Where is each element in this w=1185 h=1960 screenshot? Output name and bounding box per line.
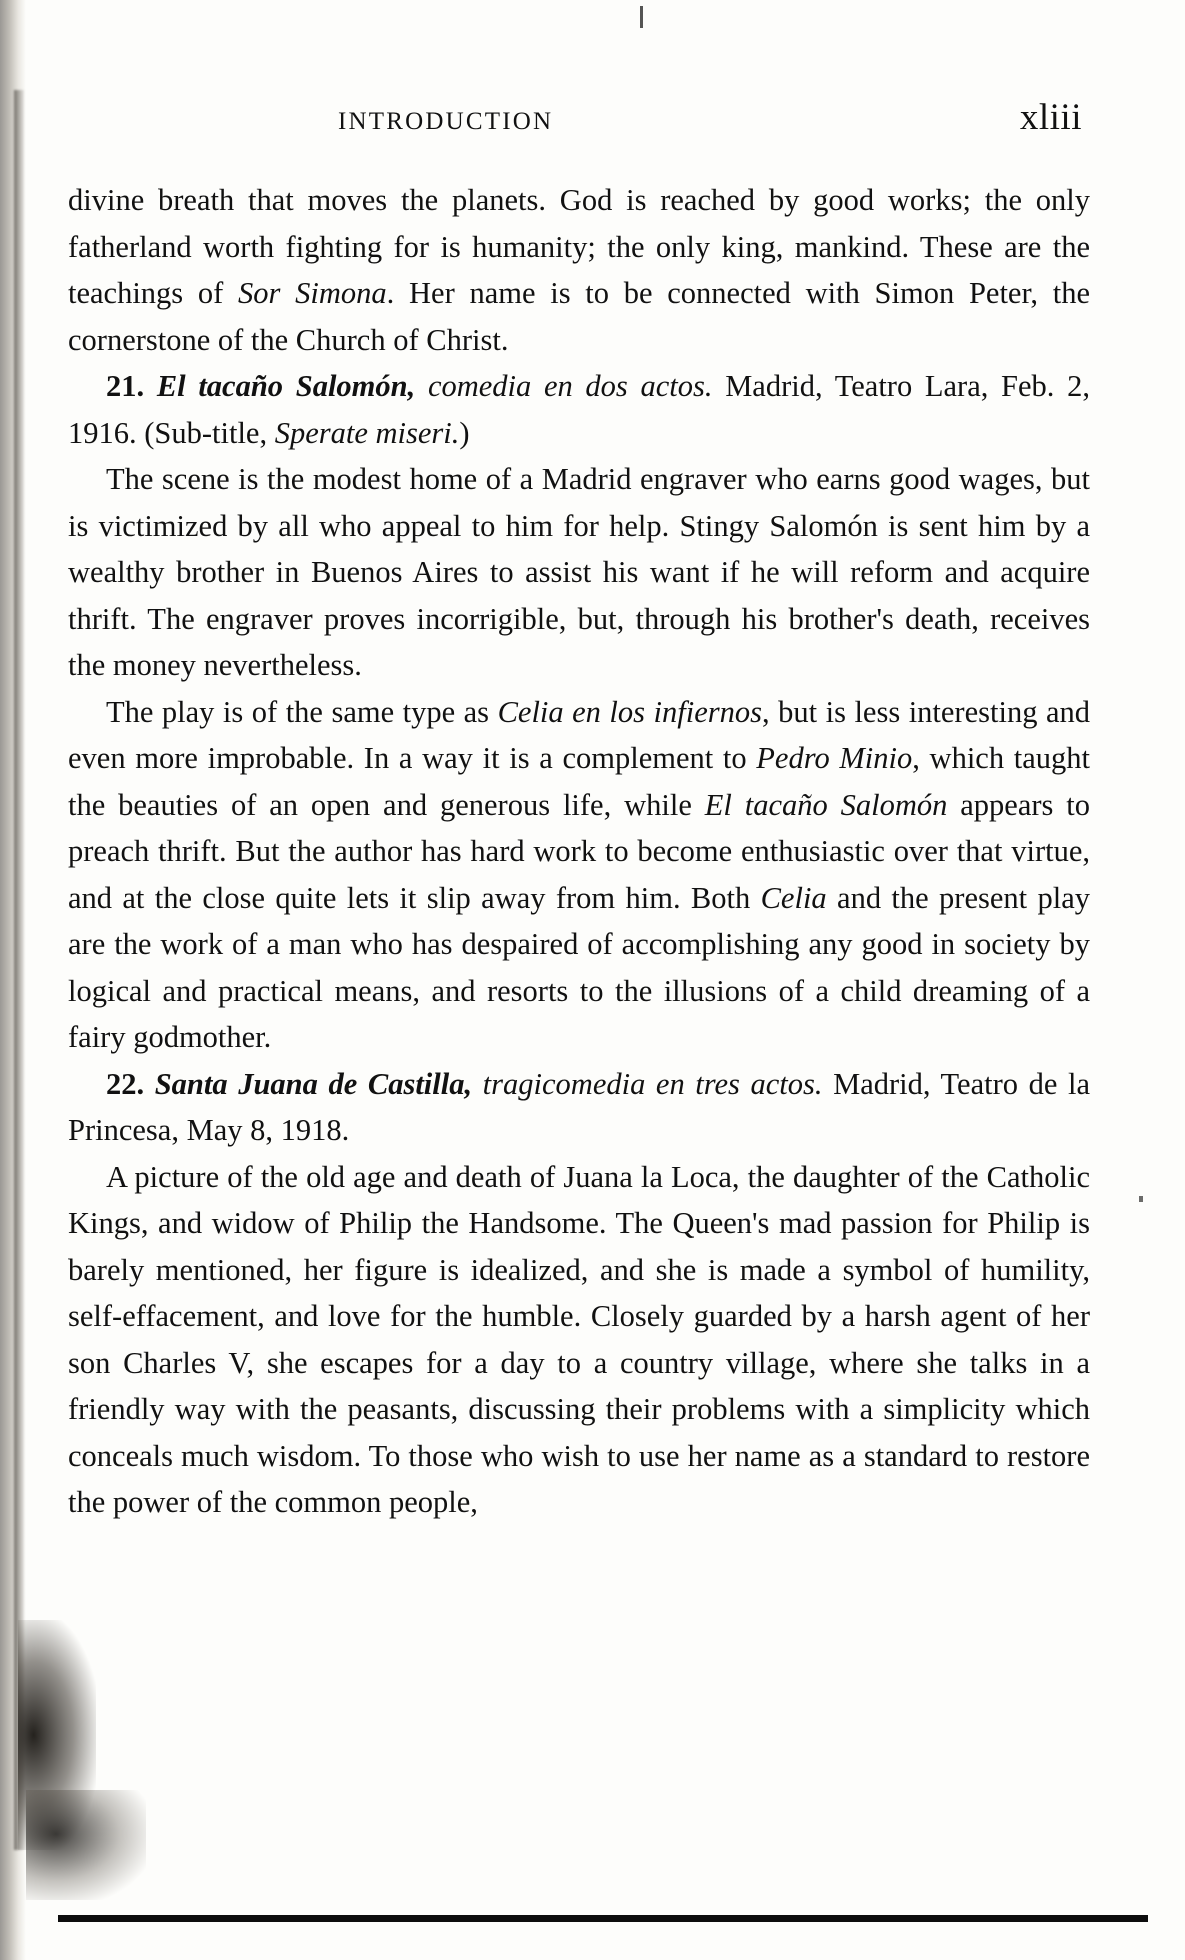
entry-number-22: 22.: [106, 1066, 145, 1101]
text-run: , but is less interesting and even more improbable. In a way it is a complement to: [68, 694, 1090, 775]
text-run: , which taught the beauties of an open and generous life, while: [68, 741, 1090, 822]
italic-title-el-tacano: El tacaño Salomón: [704, 787, 948, 822]
entry-22: [68, 1061, 1090, 1154]
text-run: . Her name is to be connected with Simon Peter, the cornerstone of the Church of Christ.: [68, 276, 1091, 357]
paragraph-scene-description: The scene is the modest home of a Madrid engraver who earns good wages, but is victimized by all who appeal to him for help. Stingy Salomón is sent him by a wealthy brother in Buenos Aires to assist his want if he will reform and acquire thrift. The engraver proves incorrigible, but, through his brother's death, receives the money nevertheless.: [68, 462, 1090, 682]
entry-number-21: 21.: [106, 369, 145, 403]
text-run: and the present play are the work of a man who has despaired of accomplishing any good in society by logical and practical means, and resorts to the illusions of a child dreaming of a fairy godmother.: [68, 880, 1090, 1054]
text-run: Madrid, Teatro Lara, Feb. 2, 1916. (Sub-title,: [68, 369, 1090, 450]
entry-title-22: Santa Juana de Castilla,: [154, 1066, 473, 1101]
italic-title-celia-2: Celia: [760, 880, 827, 915]
entry-sub-title-italic-21: Sperate miseri.: [274, 415, 460, 450]
text-run: divine breath that moves the planets. God is reached by good works; the only fatherland worth fighting for is humanity; the only king, mankind. These are the teachings of: [68, 183, 1090, 310]
entry-title-21: El tacaño Salomón,: [156, 369, 416, 403]
running-head: [68, 96, 1090, 139]
paragraph-play-comparison: [68, 689, 1090, 1061]
italic-title-sor-simona: Sor Simona: [238, 276, 387, 310]
scan-artifact-blob-lower: [26, 1790, 146, 1900]
text-run: appears to preach thrift. But the author has hard work to become enthusiastic over that virtue, and at the close quite lets it slip away from him. Both: [68, 787, 1090, 915]
paragraph-divine-breath: [68, 177, 1090, 363]
page-number: xliii: [1019, 97, 1082, 138]
paragraph-juana-la-loca: A picture of the old age and death of Juana la Loca, the daughter of the Catholic Kings, and widow of Philip the Handsome. The Queen's mad passion for Philip is barely mentioned, her figure is idealized, and she is made a symbol of humility, self-effacement, and love for the humble. Closely guarded by a harsh agent of her son Charles V, she escapes for a day to a country village, where she talks in a friendly way with the peasants, discussing their problems with a simplicity which conceals much wisdom. To those who wish to use her name as a standard to restore the power of the common people,: [68, 1159, 1090, 1519]
page-bottom-rule: [58, 1915, 1148, 1922]
entry-21: [68, 363, 1090, 456]
text-run: The play is of the same type as: [106, 694, 498, 729]
entry-subtitle-21: comedia en dos actos.: [415, 369, 713, 403]
scan-artifact-top-tick: [640, 6, 643, 28]
text-run: Madrid, Teatro de la Princesa, May 8, 1918.: [68, 1066, 1090, 1147]
scan-artifact-right-dot: [1139, 1196, 1143, 1202]
running-head-title: INTRODUCTION: [338, 108, 554, 135]
page-content: [68, 96, 1090, 1526]
entry-subtitle-22: tragicomedia en tres actos.: [472, 1066, 823, 1101]
italic-title-pedro-minio: Pedro Minio: [756, 741, 913, 775]
text-run: ): [459, 415, 470, 450]
italic-title-celia: Celia en los infiernos: [497, 694, 762, 729]
scan-edge-shadow-inner: [14, 90, 24, 1850]
